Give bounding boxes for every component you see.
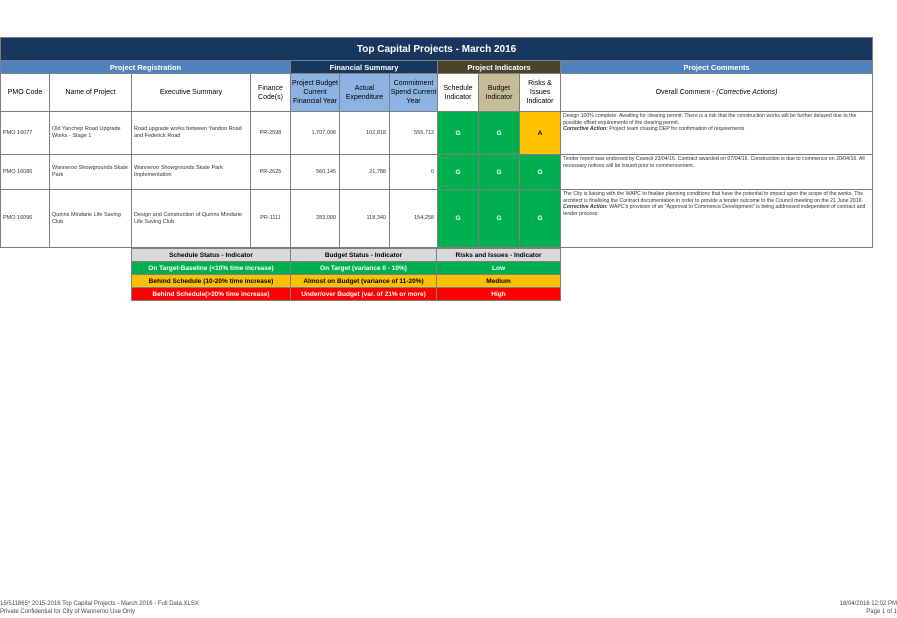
pmo-code: PMO 16086 (1, 155, 50, 190)
col-commitment-spend: Commitment Spend Current Year (390, 74, 438, 112)
risks-indicator: A (520, 112, 561, 155)
col-project-budget: Project Budget Current Financial Year (291, 74, 340, 112)
legend-header-risks: Risks and Issues - Indicator (437, 249, 561, 262)
overall-comment: Design 100% complete. Awaiting for clearing permit. There is a risk that the construction works will be further delayed due to the possible offset requirements of the clearing permit. Corrective Action: Project team chasing DEP for confirmation of requirements (561, 112, 873, 155)
indicator-legend (131, 248, 561, 301)
budget-indicator: G (479, 112, 520, 155)
executive-summary: Wanneroo Showgrounds Skate Park Implementation (132, 155, 251, 190)
budget-indicator: G (479, 155, 520, 190)
pmo-code: PMO 16096 (1, 190, 50, 248)
legend-red-schedule: Behind Schedule(>20% time increase) (132, 288, 291, 301)
table-row (1, 112, 873, 155)
schedule-indicator: G (438, 155, 479, 190)
commitment-spend: 0 (390, 155, 438, 190)
col-actual-expenditure: Actual Expenditure (340, 74, 390, 112)
project-name: Old Yanchep Road Upgrade Works - Stage 1 (50, 112, 132, 155)
capital-projects-table (0, 37, 873, 248)
report-title: Top Capital Projects - March 2016 (1, 38, 873, 61)
budget-indicator: G (479, 190, 520, 248)
commitment-spend: 555,713 (390, 112, 438, 155)
commitment-spend: 154,258 (390, 190, 438, 248)
footer-confidential: Private Confidential for City of Wanneroo Use Only (0, 609, 135, 615)
col-pmo-code: PMO Code (1, 74, 50, 112)
col-project-name: Name of Project (50, 74, 132, 112)
actual-expenditure: 21,788 (340, 155, 390, 190)
table-row (1, 190, 873, 248)
col-budget-indicator: Budget Indicator (479, 74, 520, 112)
legend-green-budget: On Target (variance 0 - 10%) (291, 262, 437, 275)
footer-datetime: 18/04/2016 12:02 PM (839, 601, 897, 607)
legend-green-risks: Low (437, 262, 561, 275)
finance-code: PR-1111 (251, 190, 291, 248)
legend-amber-risks: Medium (437, 275, 561, 288)
legend-amber-schedule: Behind Schedule (10-20% time increase) (132, 275, 291, 288)
risks-indicator: G (520, 155, 561, 190)
schedule-indicator: G (438, 190, 479, 248)
col-overall-comment: Overall Comment - (Corrective Actions) (561, 74, 873, 112)
legend-amber-budget: Almost on Budget (variance of 11-20%) (291, 275, 437, 288)
finance-code: PR-2598 (251, 112, 291, 155)
group-project-registration: Project Registration (1, 61, 291, 74)
finance-code: PR-2625 (251, 155, 291, 190)
pmo-code: PMO 16077 (1, 112, 50, 155)
legend-header-budget: Budget Status - Indicator (291, 249, 437, 262)
project-budget: 283,000 (291, 190, 340, 248)
project-budget: 560,145 (291, 155, 340, 190)
col-executive-summary: Executive Summary (132, 74, 251, 112)
group-financial-summary: Financial Summary (291, 61, 438, 74)
project-name: Wanneroo Showgrounds Skate Park (50, 155, 132, 190)
actual-expenditure: 102,818 (340, 112, 390, 155)
group-project-indicators: Project Indicators (438, 61, 561, 74)
risks-indicator: G (520, 190, 561, 248)
footer-filename: 15/511865* 2015-2016 Top Capital Projects - March 2016 - Full Data.XLSX (0, 601, 199, 607)
legend-red-budget: Under/over Budget (var. of 21% or more) (291, 288, 437, 301)
col-risks-indicator: Risks & Issues Indicator (520, 74, 561, 112)
overall-comment: The City is liaising with the WAPC to finalise planning conditions that have the potential to impact upon the scope of the works. The architect is finalising the Contract documentation in order to provide a tender outcome to the Council meeting on the 21 June 2016. Corrective Action: WAPC's provision of an "Approval to Commence Development" is being addressed independent of contract and tender process (561, 190, 873, 248)
col-schedule-indicator: Schedule Indicator (438, 74, 479, 112)
executive-summary: Design and Construction of Quinns Mindarie Life Saving Club (132, 190, 251, 248)
overall-comment: Tender report was endorsed by Council 23/04/16. Contract awarded on 07/04/16. Construction is due to commence on 20/04/16. All necessary notices will be issued prior to commencement. (561, 155, 873, 190)
legend-green-schedule: On Target-Baseline (<10% time increase) (132, 262, 291, 275)
project-name: Quinns Mindarie Life Saving Club (50, 190, 132, 248)
footer-page-number: Page 1 of 1 (866, 609, 897, 615)
executive-summary: Road upgrade works between Yandoo Road and Federick Road (132, 112, 251, 155)
project-budget: 1,707,006 (291, 112, 340, 155)
col-finance-code: Finance Code(s) (251, 74, 291, 112)
group-project-comments: Project Comments (561, 61, 873, 74)
schedule-indicator: G (438, 112, 479, 155)
legend-red-risks: High (437, 288, 561, 301)
footer-right (840, 600, 897, 616)
table-row (1, 155, 873, 190)
legend-header-schedule: Schedule Status - Indicator (132, 249, 291, 262)
footer-left (0, 600, 199, 616)
actual-expenditure: 118,340 (340, 190, 390, 248)
